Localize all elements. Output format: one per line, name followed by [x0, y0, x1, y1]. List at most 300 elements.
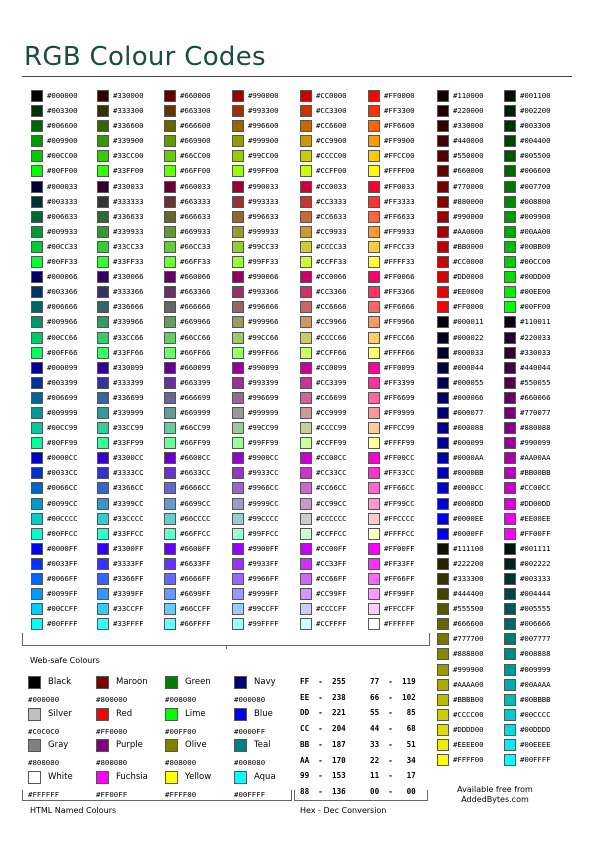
- colour-swatch: [368, 573, 380, 585]
- colour-hex-label: #770077: [520, 407, 551, 417]
- colour-swatch: [300, 513, 312, 525]
- colour-swatch: [300, 422, 312, 434]
- colour-hex-label: #009999: [47, 407, 78, 417]
- colour-swatch: [368, 301, 380, 313]
- colour-hex-label: #990000: [248, 91, 279, 100]
- colour-swatch: [232, 422, 244, 434]
- colour-hex-label: #FF9999: [384, 407, 415, 417]
- colour-hex-label: #666633: [180, 211, 211, 221]
- colour-swatch: [97, 90, 109, 102]
- colour-swatch: [164, 422, 176, 434]
- colour-hex-label: #0000BB: [453, 468, 484, 478]
- colour-swatch: [368, 543, 380, 555]
- colour-swatch: [504, 271, 516, 283]
- colour-swatch: [368, 256, 380, 268]
- colour-swatch: [504, 437, 516, 449]
- hex-dec-pair: 99 - 153: [300, 771, 346, 781]
- named-colour-swatch: [234, 771, 247, 784]
- colour-swatch: [31, 301, 43, 313]
- colour-hex-label: #000033: [47, 181, 78, 191]
- available-line-1: Available free from: [457, 785, 533, 794]
- colour-hex-label: #000022: [453, 332, 484, 342]
- colour-swatch: [300, 618, 312, 630]
- colour-hex-label: #00AA00: [520, 226, 551, 236]
- colour-hex-label: #00FF66: [47, 347, 78, 357]
- colour-hex-label: #339999: [113, 407, 144, 417]
- colour-hex-label: #000088: [453, 423, 484, 433]
- colour-swatch: [437, 316, 449, 328]
- colour-hex-label: #CCFF99: [316, 438, 347, 448]
- colour-swatch: [164, 316, 176, 328]
- colour-swatch: [31, 392, 43, 404]
- colour-hex-label: #99FF00: [248, 166, 279, 176]
- colour-hex-label: #CC0033: [316, 181, 347, 191]
- colour-swatch: [300, 332, 312, 344]
- colour-swatch: [437, 301, 449, 313]
- colour-swatch: [504, 482, 516, 494]
- colour-swatch: [31, 588, 43, 600]
- colour-swatch: [31, 332, 43, 344]
- colour-swatch: [300, 211, 312, 223]
- colour-hex-label: #003366: [47, 287, 78, 297]
- named-colour-hex: #00FFFF: [234, 789, 266, 799]
- colour-hex-label: #663366: [180, 287, 211, 297]
- colour-swatch: [97, 271, 109, 283]
- colour-swatch: [300, 467, 312, 479]
- colour-hex-label: #99FF33: [248, 257, 279, 267]
- colour-hex-label: #00CCCC: [47, 513, 78, 523]
- colour-hex-label: #CCCCFF: [316, 604, 347, 614]
- colour-hex-label: #66CC33: [180, 241, 211, 251]
- colour-hex-label: #669966: [180, 317, 211, 327]
- colour-hex-label: #66FF00: [180, 166, 211, 176]
- colour-swatch: [164, 301, 176, 313]
- colour-hex-label: #33FF99: [113, 438, 144, 448]
- colour-hex-label: #BBBB00: [453, 694, 484, 704]
- colour-swatch: [504, 150, 516, 162]
- colour-swatch: [300, 377, 312, 389]
- colour-swatch: [504, 573, 516, 585]
- hex-dec-pair: CC - 204: [300, 724, 346, 734]
- colour-hex-label: #00EE00: [520, 287, 551, 297]
- colour-swatch: [504, 558, 516, 570]
- colour-swatch: [368, 347, 380, 359]
- colour-hex-label: #FF9966: [384, 317, 415, 327]
- colour-swatch: [97, 211, 109, 223]
- colour-hex-label: #99CC99: [248, 423, 279, 433]
- colour-swatch: [300, 603, 312, 615]
- colour-hex-label: #663399: [180, 377, 211, 387]
- colour-hex-label: #66CCCC: [180, 513, 211, 523]
- colour-swatch: [164, 407, 176, 419]
- named-colour-swatch: [96, 676, 109, 689]
- colour-swatch: [232, 226, 244, 238]
- colour-swatch: [437, 377, 449, 389]
- colour-swatch: [504, 754, 516, 766]
- colour-hex-label: #996699: [248, 392, 279, 402]
- colour-swatch: [31, 513, 43, 525]
- colour-swatch: [232, 362, 244, 374]
- colour-hex-label: #33CC33: [113, 241, 144, 251]
- colour-swatch: [437, 181, 449, 193]
- colour-hex-label: #660066: [520, 392, 551, 402]
- colour-swatch: [97, 452, 109, 464]
- colour-hex-label: #CCCC33: [316, 241, 347, 251]
- colour-swatch: [97, 135, 109, 147]
- named-colour-swatch: [234, 708, 247, 721]
- colour-swatch: [504, 618, 516, 630]
- colour-swatch: [437, 648, 449, 660]
- colour-hex-label: #009966: [47, 317, 78, 327]
- hex-dec-caption: Hex - Dec Conversion: [300, 806, 387, 815]
- colour-hex-label: #0000EE: [453, 513, 484, 523]
- colour-swatch: [232, 316, 244, 328]
- colour-swatch: [232, 196, 244, 208]
- colour-hex-label: #9900FF: [248, 543, 279, 553]
- colour-hex-label: #008888: [520, 649, 551, 659]
- colour-hex-label: #FF3399: [384, 377, 415, 387]
- colour-swatch: [504, 316, 516, 328]
- colour-hex-label: #006600: [47, 121, 78, 131]
- colour-hex-label: #FF6666: [384, 302, 415, 312]
- colour-swatch: [232, 452, 244, 464]
- colour-hex-label: #3366FF: [113, 574, 144, 583]
- named-colour-name: Blue: [254, 708, 273, 719]
- colour-hex-label: #663300: [180, 106, 211, 116]
- colour-hex-label: #6600FF: [180, 543, 211, 553]
- colour-swatch: [368, 422, 380, 434]
- colour-swatch: [504, 226, 516, 238]
- colour-swatch: [97, 422, 109, 434]
- colour-swatch: [504, 120, 516, 132]
- colour-hex-label: #FF00CC: [384, 453, 415, 463]
- colour-hex-label: #990099: [248, 362, 279, 372]
- colour-hex-label: #336666: [113, 302, 144, 312]
- colour-swatch: [300, 90, 312, 102]
- colour-swatch: [300, 558, 312, 570]
- named-colour-hex: #008000: [165, 695, 197, 704]
- colour-swatch: [164, 513, 176, 525]
- colour-swatch: [300, 286, 312, 298]
- colour-hex-label: #00BBBB: [520, 694, 551, 704]
- colour-swatch: [504, 362, 516, 374]
- colour-swatch: [437, 407, 449, 419]
- named-colour-hex: #FF0000: [96, 726, 128, 736]
- colour-swatch: [368, 452, 380, 464]
- colour-swatch: [97, 286, 109, 298]
- colour-swatch: [504, 724, 516, 736]
- colour-hex-label: #EE00EE: [520, 513, 551, 523]
- colour-hex-label: #009933: [47, 226, 78, 236]
- colour-hex-label: #330033: [520, 347, 551, 357]
- named-colour-swatch: [165, 739, 178, 752]
- colour-hex-label: #000000: [47, 91, 78, 100]
- colour-swatch: [300, 196, 312, 208]
- named-colour-swatch: [28, 771, 41, 784]
- colour-swatch: [437, 498, 449, 510]
- colour-hex-label: #006600: [520, 166, 551, 176]
- colour-hex-label: #666666: [180, 302, 211, 312]
- colour-hex-label: #990000: [453, 211, 484, 221]
- colour-hex-label: #33CC00: [113, 151, 144, 161]
- colour-swatch: [164, 90, 176, 102]
- colour-hex-label: #FFFF00: [384, 166, 415, 176]
- colour-hex-label: #0000FF: [47, 543, 78, 553]
- colour-swatch: [232, 90, 244, 102]
- colour-hex-label: #007700: [520, 181, 551, 191]
- colour-hex-label: #999900: [453, 664, 484, 674]
- colour-swatch: [31, 422, 43, 434]
- colour-hex-label: #3399FF: [113, 589, 144, 599]
- page-title: RGB Colour Codes: [24, 42, 266, 72]
- colour-swatch: [97, 543, 109, 555]
- colour-hex-label: #FFCCCC: [384, 513, 415, 523]
- colour-swatch: [164, 181, 176, 193]
- named-colours-bracket: [22, 790, 292, 801]
- colour-swatch: [31, 256, 43, 268]
- colour-swatch: [437, 135, 449, 147]
- colour-hex-label: #33FFCC: [113, 528, 144, 538]
- colour-hex-label: #003333: [520, 574, 551, 583]
- colour-hex-label: #CC99FF: [316, 589, 347, 599]
- colour-swatch: [31, 271, 43, 283]
- colour-swatch: [97, 105, 109, 117]
- colour-swatch: [164, 452, 176, 464]
- colour-hex-label: #66FF99: [180, 438, 211, 448]
- colour-hex-label: #CC9933: [316, 226, 347, 236]
- colour-hex-label: #333366: [113, 287, 144, 297]
- colour-hex-label: #333399: [113, 377, 144, 387]
- colour-swatch: [368, 467, 380, 479]
- colour-hex-label: #FFCCFF: [384, 604, 415, 614]
- colour-hex-label: #66FF33: [180, 257, 211, 267]
- colour-swatch: [232, 332, 244, 344]
- colour-hex-label: #33FFFF: [113, 619, 144, 629]
- colour-hex-label: #00FFFF: [47, 619, 78, 629]
- named-colour-hex: #000080: [234, 695, 266, 704]
- colour-hex-label: #006666: [520, 619, 551, 629]
- colour-hex-label: #660099: [180, 362, 211, 372]
- colour-swatch: [368, 618, 380, 630]
- colour-swatch: [437, 332, 449, 344]
- colour-hex-label: #6666FF: [180, 574, 211, 583]
- colour-swatch: [504, 422, 516, 434]
- colour-hex-label: #DD0000: [453, 272, 484, 282]
- colour-swatch: [437, 256, 449, 268]
- colour-hex-label: #3399CC: [113, 498, 144, 508]
- colour-swatch: [164, 196, 176, 208]
- colour-hex-label: #9933CC: [248, 468, 279, 478]
- available-note: [440, 785, 550, 805]
- colour-hex-label: #99FFCC: [248, 528, 279, 538]
- named-colour-swatch: [96, 708, 109, 721]
- colour-hex-label: #996666: [248, 302, 279, 312]
- colour-hex-label: #0000CC: [47, 453, 78, 463]
- colour-swatch: [164, 165, 176, 177]
- colour-hex-label: #EEEE00: [453, 740, 484, 750]
- colour-hex-label: #009999: [520, 664, 551, 674]
- colour-hex-label: #000044: [453, 362, 484, 372]
- colour-swatch: [368, 286, 380, 298]
- colour-hex-label: #BB0000: [453, 241, 484, 251]
- colour-hex-label: #FF0099: [384, 362, 415, 372]
- colour-hex-label: #005500: [520, 151, 551, 161]
- colour-hex-label: #FF3300: [384, 106, 415, 116]
- colour-swatch: [504, 392, 516, 404]
- colour-hex-label: #003300: [47, 106, 78, 116]
- named-colour-hex: #C0C0C0: [28, 726, 60, 736]
- colour-swatch: [164, 362, 176, 374]
- colour-hex-label: #CC0066: [316, 272, 347, 282]
- colour-swatch: [437, 90, 449, 102]
- colour-swatch: [164, 482, 176, 494]
- colour-swatch: [31, 241, 43, 253]
- colour-swatch: [164, 286, 176, 298]
- colour-swatch: [232, 603, 244, 615]
- colour-hex-label: #FFCC99: [384, 423, 415, 433]
- colour-hex-label: #111100: [453, 543, 484, 553]
- colour-swatch: [31, 165, 43, 177]
- colour-swatch: [164, 467, 176, 479]
- colour-swatch: [437, 482, 449, 494]
- colour-hex-label: #AA0000: [453, 226, 484, 236]
- colour-swatch: [164, 437, 176, 449]
- colour-hex-label: #00FF00: [520, 302, 551, 312]
- web-safe-bracket-tick: [226, 645, 227, 649]
- colour-hex-label: #CCFFFF: [316, 619, 347, 629]
- colour-swatch: [232, 528, 244, 540]
- colour-swatch: [232, 347, 244, 359]
- colour-swatch: [437, 754, 449, 766]
- named-colour-name: Maroon: [116, 677, 148, 687]
- colour-swatch: [97, 226, 109, 238]
- hex-dec-pair: 44 - 68: [370, 724, 416, 734]
- colour-swatch: [31, 120, 43, 132]
- colour-hex-label: #00AAAA: [520, 679, 551, 689]
- available-line-2: AddedBytes.com: [461, 795, 529, 804]
- colour-hex-label: #6633CC: [180, 468, 211, 478]
- colour-hex-label: #009900: [520, 211, 551, 221]
- colour-hex-label: #000055: [453, 377, 484, 387]
- colour-swatch: [232, 271, 244, 283]
- colour-hex-label: #66FFCC: [180, 528, 211, 538]
- colour-swatch: [97, 407, 109, 419]
- colour-swatch: [164, 603, 176, 615]
- colour-hex-label: #660033: [180, 181, 211, 191]
- colour-swatch: [97, 573, 109, 585]
- colour-swatch: [368, 226, 380, 238]
- colour-hex-label: #00DDDD: [520, 724, 551, 734]
- colour-swatch: [437, 271, 449, 283]
- colour-swatch: [31, 196, 43, 208]
- named-colour-swatch: [28, 739, 41, 752]
- colour-swatch: [368, 558, 380, 570]
- colour-swatch: [437, 543, 449, 555]
- colour-swatch: [504, 543, 516, 555]
- colour-swatch: [31, 482, 43, 494]
- colour-swatch: [504, 709, 516, 721]
- colour-swatch: [437, 437, 449, 449]
- colour-hex-label: #00EEEE: [520, 740, 551, 750]
- colour-swatch: [437, 196, 449, 208]
- named-colour-hex: #800080: [96, 758, 128, 767]
- colour-swatch: [368, 407, 380, 419]
- colour-swatch: [504, 181, 516, 193]
- colour-swatch: [437, 633, 449, 645]
- colour-swatch: [31, 543, 43, 555]
- colour-swatch: [504, 377, 516, 389]
- colour-swatch: [437, 422, 449, 434]
- colour-hex-label: #990099: [520, 438, 551, 448]
- colour-hex-label: #000077: [453, 407, 484, 417]
- colour-swatch: [504, 513, 516, 525]
- colour-hex-label: #CC3366: [316, 287, 347, 297]
- colour-hex-label: #FFFFCC: [384, 528, 415, 538]
- hex-dec-pair: AA - 170: [300, 755, 346, 765]
- colour-hex-label: #FFCC66: [384, 332, 415, 342]
- colour-hex-label: #669999: [180, 407, 211, 417]
- named-colour-name: Teal: [254, 740, 271, 750]
- colour-swatch: [97, 120, 109, 132]
- colour-hex-label: #FF99FF: [384, 589, 415, 599]
- colour-swatch: [504, 211, 516, 223]
- colour-hex-label: #222200: [453, 558, 484, 568]
- colour-swatch: [368, 332, 380, 344]
- colour-hex-label: #FFFF33: [384, 257, 415, 267]
- colour-swatch: [504, 588, 516, 600]
- colour-swatch: [368, 165, 380, 177]
- colour-swatch: [504, 648, 516, 660]
- colour-swatch: [437, 165, 449, 177]
- colour-hex-label: #66FF66: [180, 347, 211, 357]
- colour-swatch: [437, 679, 449, 691]
- colour-swatch: [31, 316, 43, 328]
- colour-hex-label: #FF3366: [384, 287, 415, 297]
- colour-hex-label: #444400: [453, 589, 484, 599]
- colour-hex-label: #339933: [113, 226, 144, 236]
- colour-swatch: [300, 347, 312, 359]
- colour-swatch: [368, 150, 380, 162]
- colour-hex-label: #663333: [180, 196, 211, 206]
- named-colour-swatch: [234, 739, 247, 752]
- colour-hex-label: #99CC66: [248, 332, 279, 342]
- colour-hex-label: #336600: [113, 121, 144, 131]
- colour-hex-label: #CC00CC: [520, 483, 551, 493]
- colour-swatch: [31, 181, 43, 193]
- colour-hex-label: #0000DD: [453, 498, 484, 508]
- colour-hex-label: #000066: [47, 272, 78, 282]
- colour-swatch: [164, 498, 176, 510]
- colour-hex-label: #660000: [453, 166, 484, 176]
- colour-swatch: [164, 226, 176, 238]
- colour-swatch: [368, 120, 380, 132]
- colour-hex-label: #FF99CC: [384, 498, 415, 508]
- named-colour-name: Green: [185, 677, 211, 687]
- colour-hex-label: #888800: [453, 649, 484, 659]
- colour-swatch: [504, 105, 516, 117]
- colour-swatch: [232, 513, 244, 525]
- named-colour-name: Aqua: [254, 771, 276, 782]
- title-divider: [22, 76, 572, 77]
- colour-hex-label: #220000: [453, 106, 484, 116]
- colour-swatch: [232, 482, 244, 494]
- colour-swatch: [437, 603, 449, 615]
- named-colour-hex: #0000FF: [234, 726, 266, 736]
- colour-hex-label: #550000: [453, 151, 484, 161]
- colour-swatch: [31, 452, 43, 464]
- colour-swatch: [504, 679, 516, 691]
- colour-hex-label: #FF0033: [384, 181, 415, 191]
